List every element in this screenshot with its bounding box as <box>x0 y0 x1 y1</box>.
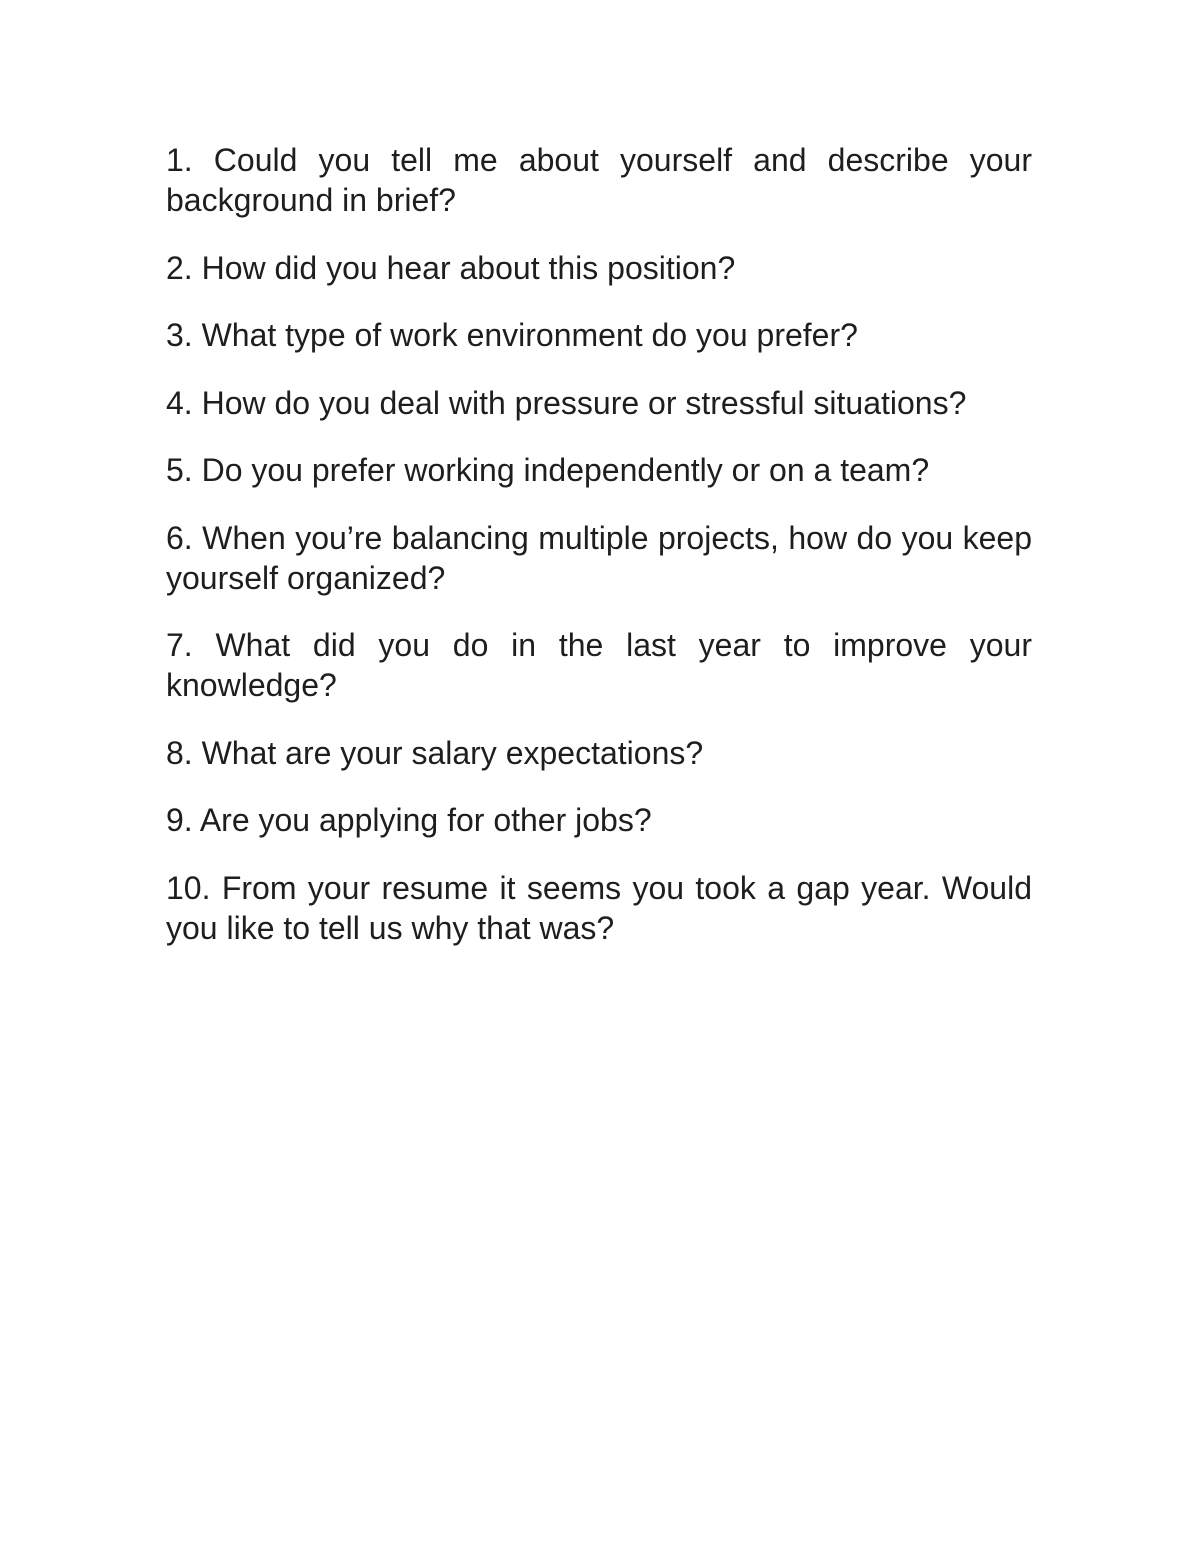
question-item: 6. When you’re balancing multiple projects, how do you keep yourself organized? <box>166 519 1032 596</box>
question-item: 9. Are you applying for other jobs? <box>166 802 652 838</box>
question-item: 2. How did you hear about this position? <box>166 249 736 286</box>
question-item: 3. What type of work environment do you prefer? <box>166 317 858 353</box>
question-item: 4. How do you deal with pressure or stressful situations? <box>166 384 967 421</box>
question-item: 5. Do you prefer working independently or on a team? <box>166 452 930 488</box>
question-item: 1. Could you tell me about yourself and describe your background in brief? <box>166 142 1032 218</box>
question-item: 8. What are your salary expectations? <box>166 734 704 771</box>
question-item: 7. What did you do in the last year to improve your knowledge? <box>166 627 1032 703</box>
question-item: 10. From your resume it seems you took a gap year. Would you like to tell us why that was? <box>166 869 1032 946</box>
question-list <box>166 140 1032 975</box>
